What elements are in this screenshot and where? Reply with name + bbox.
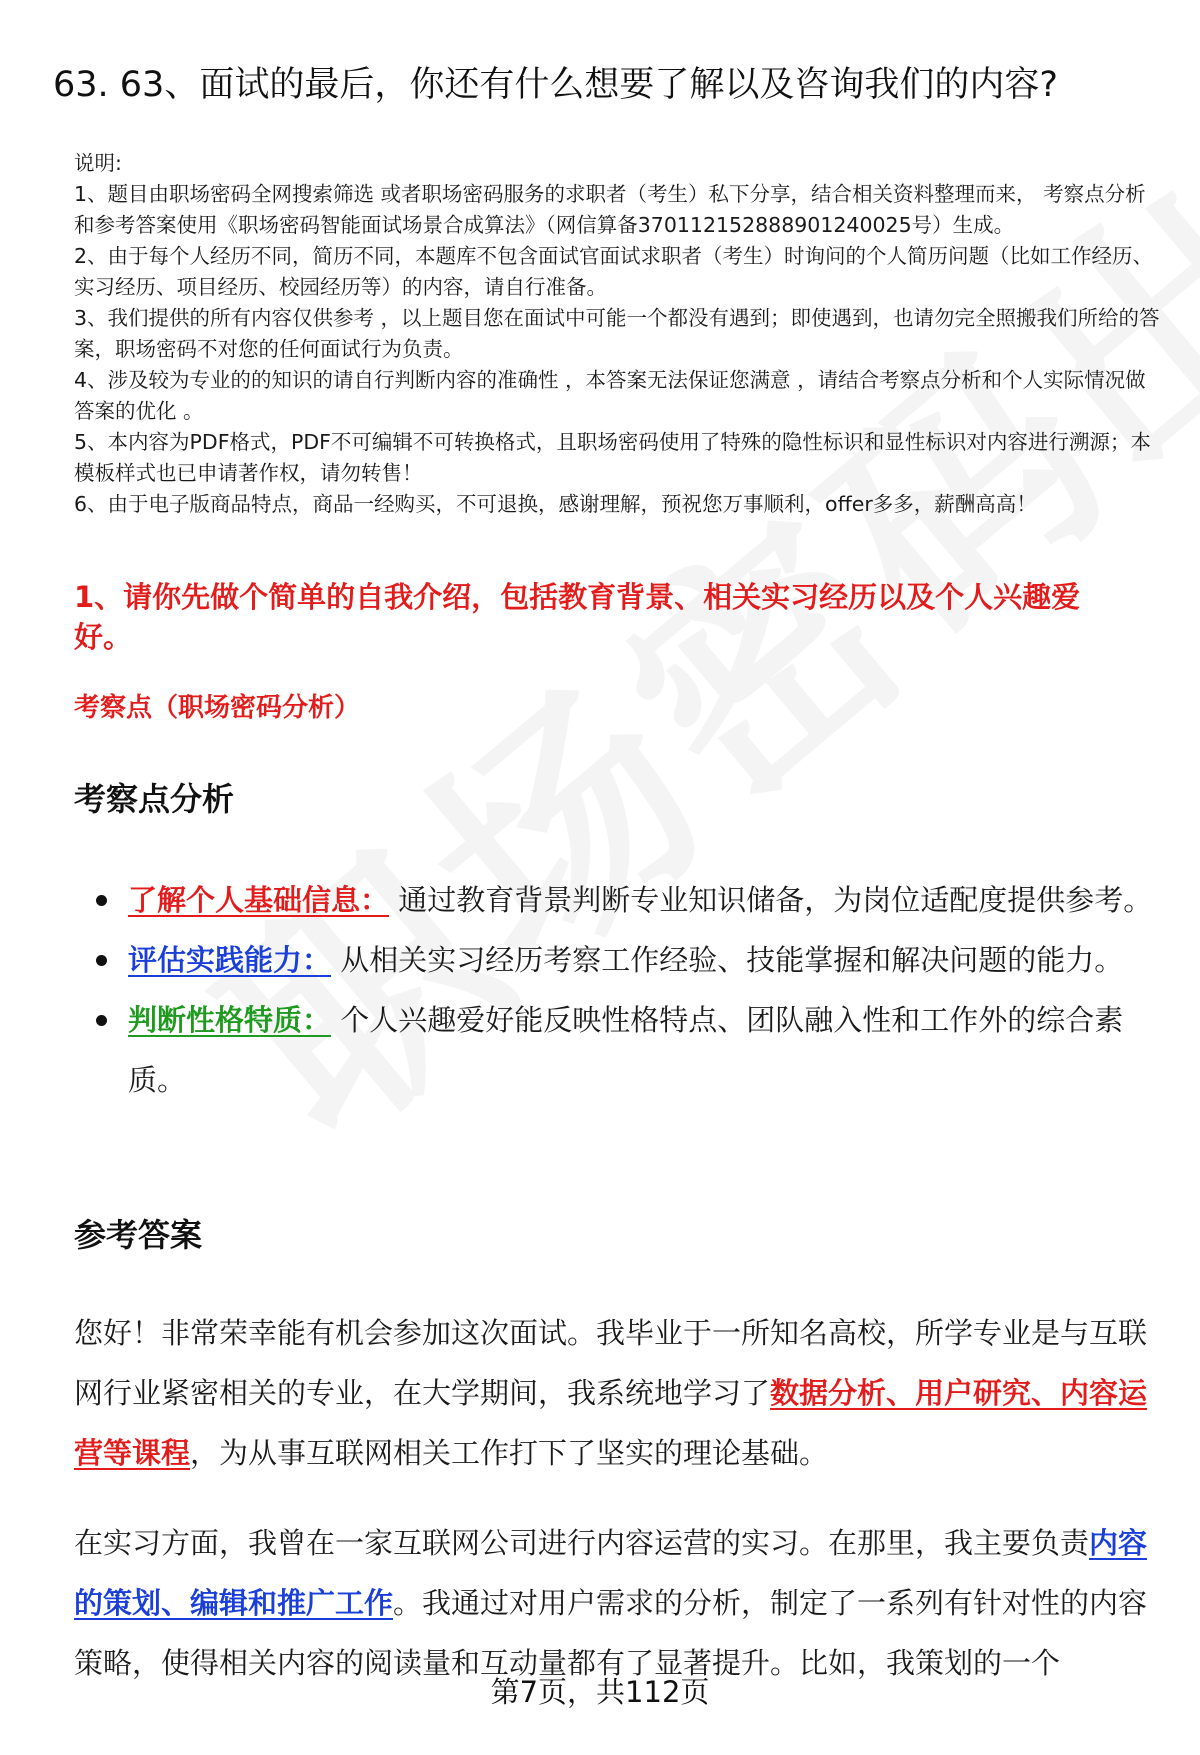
answer-highlight: 数据分析、用户研究、内容运营等课程 <box>74 1376 1148 1470</box>
analysis-tag: 判断性格特质： <box>128 1003 332 1037</box>
answer-heading: 参考答案 <box>74 1216 203 1254</box>
note-item-6: 6、由于电子版商品特点，商品一经购买，不可退换，感谢理解，预祝您万事顺利，offer多多，薪酬高高！ <box>74 492 1037 516</box>
analysis-list <box>96 870 1156 1110</box>
question-heading: 1、请你先做个简单的自我介绍，包括教育背景、相关实习经历以及个人兴趣爱好。 <box>74 580 1081 654</box>
answer-text: 在实习方面，我曾在一家互联网公司进行内容运营的实习。在那里，我主要负责 <box>74 1526 1090 1560</box>
notes-block <box>74 148 1160 520</box>
note-item-4: 4、涉及较为专业的的知识的请自行判断内容的准确性 ，本答案无法保证您满意 ，请结合考察点分析和个人实际情况做答案的优化 。 <box>74 368 1146 423</box>
analysis-label: 考察点（职场密码分析） <box>74 693 361 723</box>
analysis-tag: 评估实践能力： <box>128 943 332 977</box>
answer-paragraph-1 <box>74 1303 1156 1483</box>
analysis-text: 通过教育背景判断专业知识储备，为岗位适配度提供参考。 <box>398 883 1153 917</box>
page-title: 63. 63、面试的最后，你还有什么想要了解以及咨询我们的内容? <box>53 65 1058 105</box>
answer-text: 您好！非常荣幸能有机会参加这次面试。我毕业于一所知名高校，所学专业是与互联网行业紧密相关的专业，在大学期间，我系统地学习了 <box>74 1316 1148 1410</box>
answer-text: 。我通过对用户需求的分析，制定了一系列有针对性的内容策略，使得相关内容的阅读量和互动量都有了显著提升。比如，我策划的一个 <box>74 1586 1148 1680</box>
bullet-icon <box>96 895 107 906</box>
analysis-text: 从相关实习经历考察工作经验、技能掌握和解决问题的能力。 <box>340 943 1124 977</box>
bullet-icon <box>96 955 107 966</box>
analysis-item <box>96 870 1156 930</box>
page-number: 第7页，共112页 <box>490 1675 710 1709</box>
analysis-heading: 考察点分析 <box>74 780 235 818</box>
analysis-text: 个人兴趣爱好能反映性格特点、团队融入性和工作外的综合素质。 <box>128 1003 1124 1097</box>
analysis-tag: 了解个人基础信息： <box>128 883 390 917</box>
note-item-3: 3、我们提供的所有内容仅供参考 ，以上题目您在面试中可能一个都没有遇到；即使遇到，也请勿完全照搬我们所给的答案，职场密码不对您的任何面试行为负责。 <box>74 306 1160 361</box>
answer-text: ，为从事互联网相关工作打下了坚实的理论基础。 <box>190 1436 829 1470</box>
analysis-item <box>96 990 1156 1110</box>
answer-highlight: 内容的策划、编辑和推广工作 <box>74 1526 1148 1620</box>
bullet-icon <box>96 1015 107 1026</box>
note-item-2: 2、由于每个人经历不同，简历不同，本题库不包含面试官面试求职者（考生）时询问的个人简历问题（比如工作经历、实习经历、项目经历、校园经历等）的内容，请自行准备。 <box>74 244 1154 299</box>
note-item-5: 5、本内容为PDF格式，PDF不可编辑不可转换格式，且职场密码使用了特殊的隐性标识和显性标识对内容进行溯源；本模板样式也已申请著作权，请勿转售！ <box>74 430 1151 485</box>
answer-paragraph-2 <box>74 1513 1156 1693</box>
notes-heading: 说明: <box>74 151 122 175</box>
note-item-1: 1、题目由职场密码全网搜索筛选 或者职场密码服务的求职者（考生）私下分享，结合相关资料整理而来， 考察点分析和参考答案使用《职场密码智能面试场景合成算法》（网信算备370112152888901240025号）生成。 <box>74 182 1146 237</box>
analysis-item <box>96 930 1156 990</box>
